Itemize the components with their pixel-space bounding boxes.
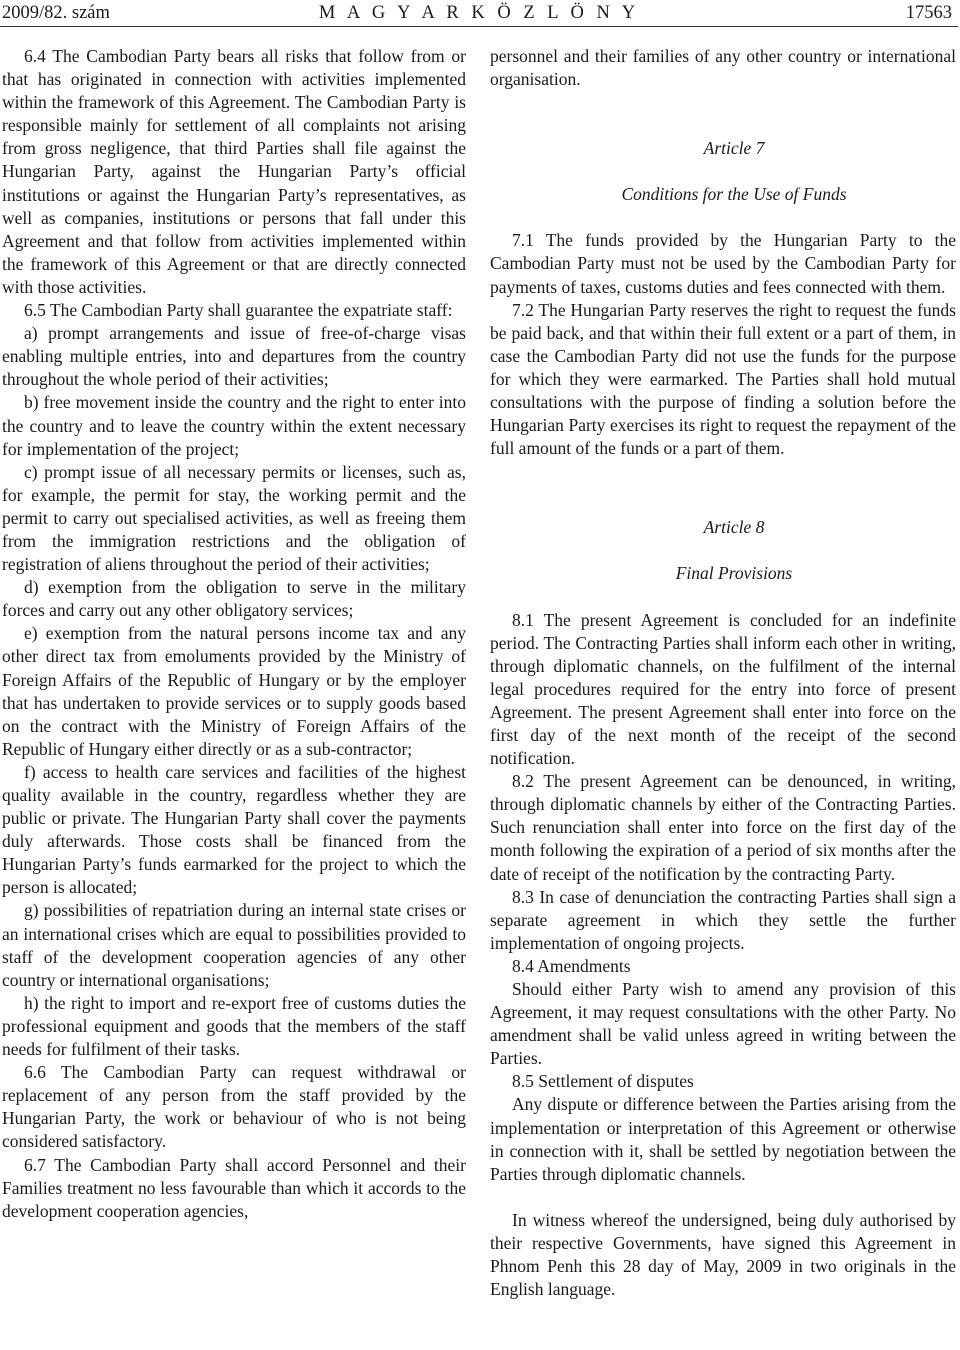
- section-8-5-title: 8.5 Settlement of disputes: [512, 1071, 694, 1092]
- article-7-title: Article 7: [703, 138, 765, 159]
- list-item-h: h) the right to import and re-export free of customs duties the professional equipment and goods that the members of the staff needs for fulfilment of their tasks.: [2, 992, 466, 1060]
- paragraph-8-2: 8.2 The present Agreement can be denounced, in writing, through diplomatic channels by either of the Contracting Parties. Such renunciation shall enter into force on the first day of the month following the expiration of a period of six months after the date of receipt of the notification by the contracting Party.: [490, 771, 956, 884]
- page-number: 17563: [905, 3, 952, 23]
- list-item-g: g) possibilities of repatriation during an internal state crises or an international crises which are equal to possibilities provided to staff of the development cooperation agencies of any other country or international organisations;: [2, 900, 466, 990]
- paragraph-8-1: 8.1 The present Agreement is concluded for an indefinite period. The Contracting Parties shall inform each other in writing, through diplomatic channels, on the fulfilment of the internal legal procedures required for the entry into force of present Agreement. The present Agreement shall enter into force on the first day of the next month of the receipt of the second notification.: [490, 609, 956, 769]
- right-column: [490, 45, 956, 1301]
- article-8-subtitle: Final Provisions: [675, 563, 793, 584]
- paragraph-7-1: 7.1 The funds provided by the Hungarian Party to the Cambodian Party must not be used by the Cambodian Party for payments of taxes, customs duties and fees connected with them.: [490, 230, 956, 297]
- list-item-b: b) free movement inside the country and the right to enter into the country and to leave the country within the extent necessary for implementation of the project;: [2, 392, 466, 459]
- left-column: [2, 45, 466, 1223]
- paragraph-6-6: 6.6 The Cambodian Party can request withdrawal or replacement of any person from the staff provided by the Hungarian Party, the work or behaviour of who is not being considered satisfactory.: [2, 1062, 466, 1152]
- list-item-e: e) exemption from the natural persons income tax and any other direct tax from emoluments provided by the Ministry of Foreign Affairs of the Republic of Hungary or by the employer that has undertaken to provide services or to supply goods based on the contract with the Ministry of Foreign Affairs of the Republic of Hungary either directly or as a sub-contractor;: [2, 623, 466, 759]
- issue-number: 2009/82. szám: [2, 3, 110, 23]
- list-item-c: c) prompt issue of all necessary permits or licenses, such as, for example, the permit for stay, the working permit and the permit to carry out specialised activities, as well as freeing them from the immigration restrictions and the obligation of registration of aliens throughout the period of their activities;: [2, 461, 466, 575]
- list-item-a: a) prompt arrangements and issue of free-of-charge visas enabling multiple entries, into and departures from the country throughout the whole period of their activities;: [2, 323, 466, 390]
- paragraph-6-5: 6.5 The Cambodian Party shall guarantee the expatriate staff:: [24, 300, 453, 321]
- journal-title: M A G Y A R K Ö Z L Ö N Y: [318, 3, 640, 23]
- article-8-title: Article 8: [703, 517, 765, 538]
- section-8-4-title: 8.4 Amendments: [512, 955, 631, 976]
- article-7-subtitle: Conditions for the Use of Funds: [621, 184, 847, 205]
- paragraph-8-3: 8.3 In case of denunciation the contracting Parties shall sign a separate agreement in which they settle the further implementation of ongoing projects.: [490, 886, 956, 953]
- paragraph-6-7: 6.7 The Cambodian Party shall accord Personnel and their Families treatment no less favourable than which it accords to the development cooperation agencies,: [2, 1154, 466, 1221]
- list-item-d: d) exemption from the obligation to serve in the military forces and carry out any other obligatory services;: [2, 577, 466, 621]
- paragraph-6-7-continued: personnel and their families of any other country or international organisation.: [490, 46, 956, 90]
- witness-clause: In witness whereof the undersigned, being duly authorised by their respective Governments, have signed this Agreement in Phnom Penh this 28 day of May, 2009 in two originals in the English language.: [490, 1209, 956, 1300]
- paragraph-6-4: 6.4 The Cambodian Party bears all risks that follow from or that has originated in connection with activities implemented within the framework of this Agreement. The Cambodian Party is responsible mainly for settlement of all complaints not arising from gross negligence, that third Parties shall file against the Hungarian Party, against the Hungarian Party’s official institutions or against the Hungarian Party’s representatives, as well as companies, institutions or persons that fall under this Agreement and that follow from activities implemented within the framework of this Agreement or that are directly connected with those activities.: [2, 46, 466, 297]
- paragraph-8-4: Should either Party wish to amend any provision of this Agreement, it may request consultations with the other Party. No amendment shall be valid unless agreed in writing between the Parties.: [490, 979, 956, 1069]
- paragraph-8-5: Any dispute or difference between the Parties arising from the implementation or interpretation of this Agreement or otherwise in connection with it, shall be settled by negotiation between the Parties through diplomatic channels.: [490, 1094, 956, 1184]
- paragraph-7-2: 7.2 The Hungarian Party reserves the right to request the funds be paid back, and that within their full extent or a part of them, in case the Cambodian Party did not use the funds for the purpose for which they were earmarked. The Parties shall hold mutual consultations with the purpose of finding a solution before the Hungarian Party exercises its right to request the repayment of the full amount of the funds or a part of them.: [490, 299, 956, 459]
- page-header: [0, 0, 958, 27]
- list-item-f: f) access to health care services and facilities of the highest quality available in the country, regardless whether they are public or private. The Hungarian Party shall cover the payments duly afterwards. Those costs shall be financed from the Hungarian Party’s funds earmarked for the project to which the person is allocated;: [2, 761, 466, 898]
